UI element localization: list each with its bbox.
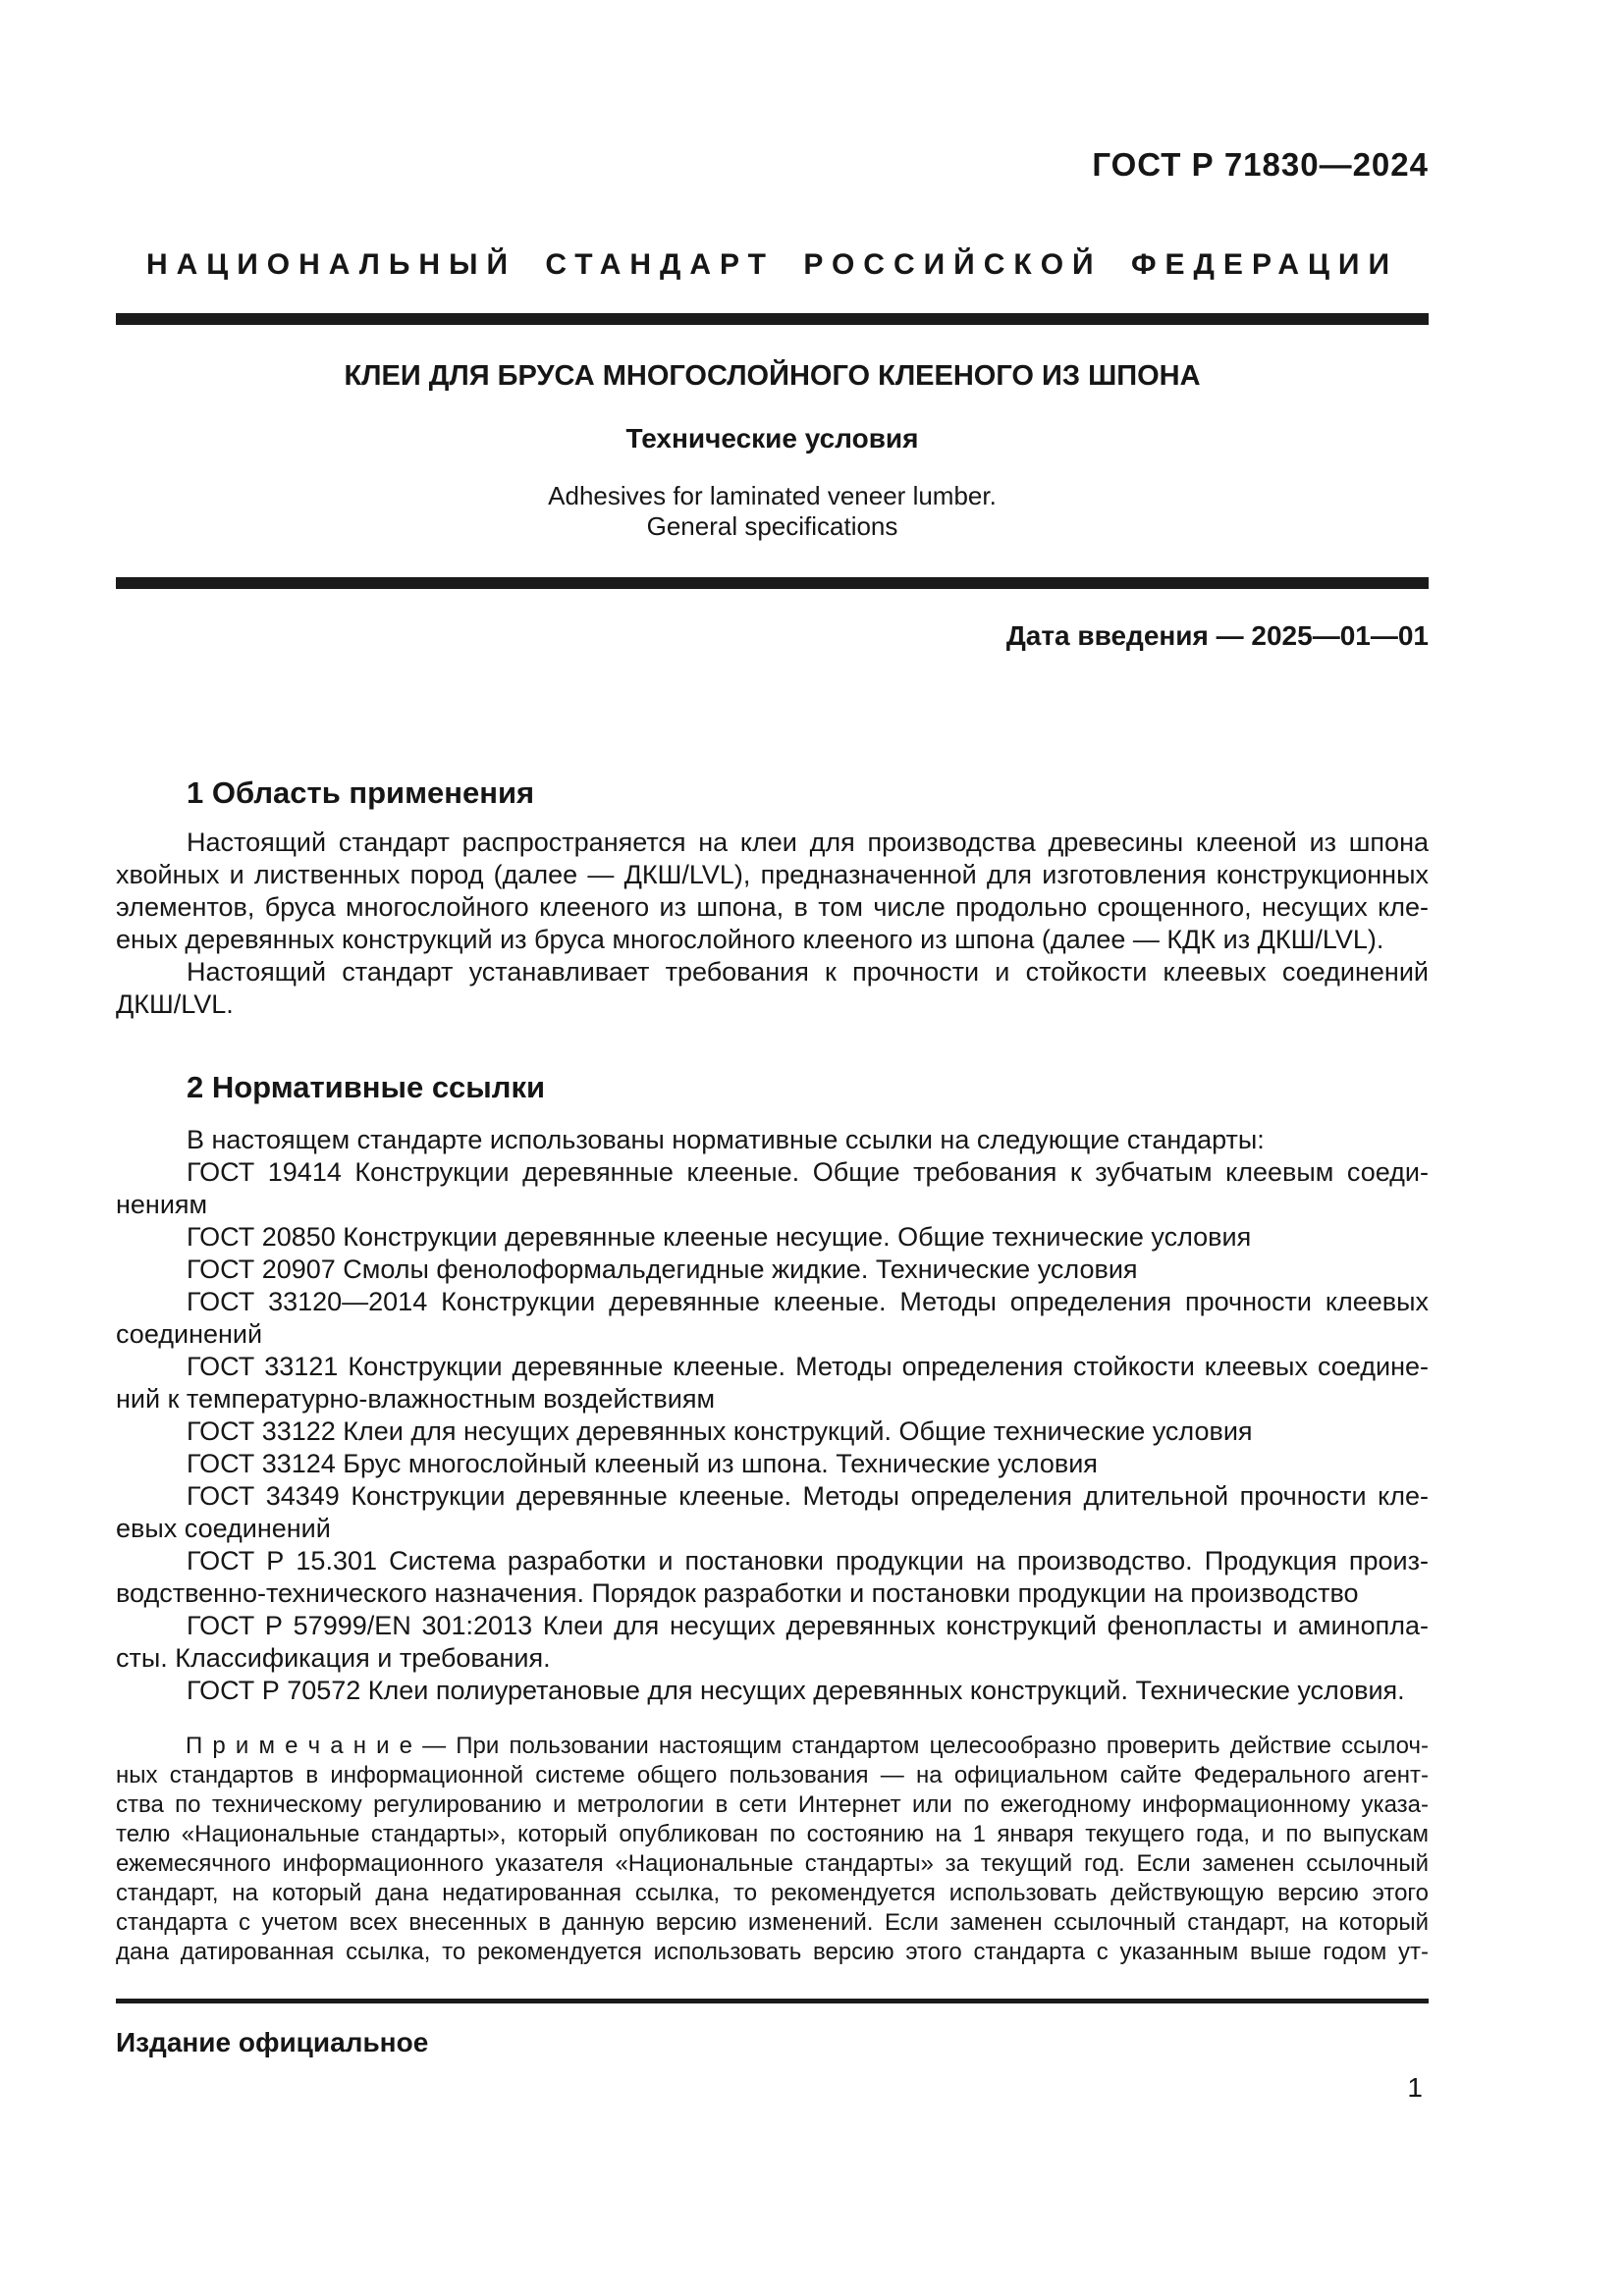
page-content <box>116 0 1429 2103</box>
effective-date: Дата введения — 2025—01—01 <box>1005 620 1429 651</box>
reference-line: ГОСТ 34349 Конструкции деревянные клееные. Методы определения длительной прочности кле- <box>187 1481 1429 1511</box>
page-number: 1 <box>1407 2072 1423 2103</box>
reference-line: ГОСТ 19414 Конструкции деревянные клееные. Общие требования к зубчатым клеевым соеди- <box>187 1157 1429 1187</box>
reference-line: водственно-технического назначения. Порядок разработки и постановки продукции на производство <box>116 1578 1359 1608</box>
text-line: Настоящий стандарт распространяется на клеи для производства древесины клееной из шпона <box>187 828 1429 857</box>
header-rule-bottom <box>116 577 1429 589</box>
section-1-body <box>116 827 1429 1021</box>
text-line: элементов, бруса многослойного клееного из шпона, в том числе продольно срощенного, несущих кле- <box>116 892 1429 922</box>
note-line: ежемесячного информационного указателя «Национальные стандарты» за текущий год. Если заменен ссылочный <box>116 1850 1429 1877</box>
reference-line: ГОСТ 33122 Клеи для несущих деревянных конструкций. Общие технические условия <box>187 1416 1253 1446</box>
document-subtitle-ru: Технические условия <box>625 423 919 454</box>
footer-rule <box>116 1999 1429 2003</box>
document-title-en <box>116 481 1429 542</box>
reference-line: ГОСТ 33121 Конструкции деревянные клееные. Методы определения стойкости клеевых соедине- <box>187 1352 1429 1381</box>
text-line: еных деревянных конструкций из бруса многослойного клееного из шпона (далее — КДК из ДКШ/LVL). <box>116 925 1384 954</box>
text-line: В настоящем стандарте использованы нормативные ссылки на следующие стандарты: <box>187 1125 1265 1154</box>
reference-line: нениям <box>116 1190 208 1219</box>
edition-official-label: Издание официальное <box>116 2027 429 2057</box>
reference-line: сты. Классификация и требования. <box>116 1643 551 1673</box>
text-line: хвойных и лиственных пород (далее — ДКШ/LVL), предназначенной для изготовления конструкционных <box>116 860 1429 889</box>
reference-line: ГОСТ 33120—2014 Конструкции деревянные клееные. Методы определения прочности клеевых <box>187 1287 1429 1316</box>
reference-line: евых соединений <box>116 1514 331 1543</box>
section-2-heading: 2 Нормативные ссылки <box>187 1070 546 1104</box>
note-block <box>116 1732 1429 1967</box>
note-line: стандарт, на который дана недатированная ссылка, то рекомендуется использовать действующую версию этого <box>116 1880 1429 1906</box>
reference-line: ГОСТ Р 15.301 Система разработки и постановки продукции на производство. Продукция произ- <box>187 1546 1429 1575</box>
section-2-body <box>116 1124 1429 1707</box>
reference-line: ГОСТ Р 57999/EN 301:2013 Клеи для несущих деревянных конструкций фенопласты и аминопла- <box>187 1611 1429 1640</box>
reference-line: ГОСТ Р 70572 Клеи полиуретановые для несущих деревянных конструкций. Технические условия. <box>187 1676 1405 1705</box>
section-1-heading: 1 Область применения <box>187 775 535 810</box>
reference-line: соединений <box>116 1319 263 1349</box>
note-line: телю «Национальные стандарты», который опубликован по состоянию на 1 января текущего года, и по выпускам <box>116 1821 1429 1847</box>
title-en-line-2: General specifications <box>646 511 898 541</box>
reference-line: ГОСТ 33124 Брус многослойный клееный из шпона. Технические условия <box>187 1449 1098 1478</box>
note-line: П р и м е ч а н и е — При пользовании настоящим стандартом целесообразно проверить действие ссылоч- <box>186 1733 1429 1759</box>
document-title-ru: КЛЕИ ДЛЯ БРУСА МНОГОСЛОЙНОГО КЛЕЕНОГО ИЗ ШПОНА <box>344 360 1201 392</box>
text-line: ДКШ/LVL. <box>116 989 234 1019</box>
note-line: ства по техническому регулированию и метрологии в сети Интернет или по ежегодному информационному указа- <box>116 1791 1429 1818</box>
text-line: Настоящий стандарт устанавливает требования к прочности и стойкости клеевых соединений <box>187 957 1429 987</box>
note-line: стандарта с учетом всех внесенных в данную версию изменений. Если заменен ссылочный стандарт, на который <box>116 1909 1429 1936</box>
reference-line: ГОСТ 20907 Смолы фенолоформальдегидные жидкие. Технические условия <box>187 1255 1138 1284</box>
reference-line: ний к температурно-влажностным воздействиям <box>116 1384 716 1414</box>
note-line: дана датированная ссылка, то рекомендуется использовать версию этого стандарта с указанным выше годом ут- <box>116 1939 1429 1965</box>
reference-line: ГОСТ 20850 Конструкции деревянные клееные несущие. Общие технические условия <box>187 1222 1252 1252</box>
note-line: ных стандартов в информационной системе общего пользования — на официальном сайте Федерального агент- <box>116 1762 1429 1789</box>
header-rule-top <box>116 313 1429 325</box>
federation-standard-line: НАЦИОНАЛЬНЫЙ СТАНДАРТ РОССИЙСКОЙ ФЕДЕРАЦИИ <box>145 248 1399 281</box>
standard-designation: ГОСТ Р 71830—2024 <box>1092 146 1429 183</box>
title-en-line-1: Adhesives for laminated veneer lumber. <box>548 481 997 510</box>
